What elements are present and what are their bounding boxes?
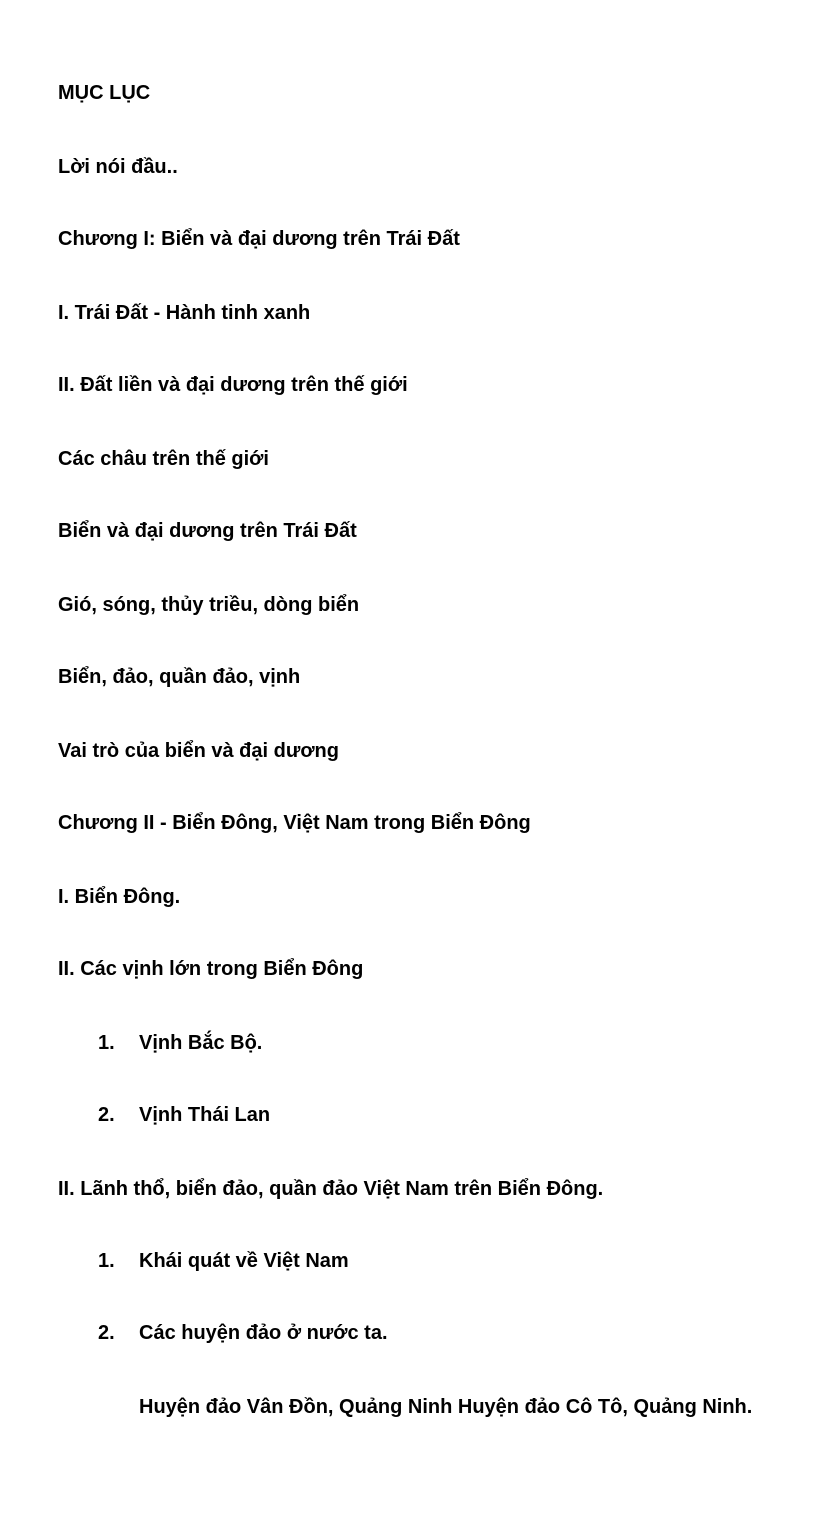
toc-entry: Gió, sóng, thủy triều, dòng biển bbox=[58, 594, 360, 616]
list-number: 1. bbox=[98, 1250, 115, 1272]
toc-entry: II. Lãnh thổ, biển đảo, quần đảo Việt Nam trên Biển Đông. bbox=[58, 1178, 604, 1200]
toc-entry: II. Các vịnh lớn trong Biển Đông bbox=[58, 958, 364, 980]
toc-entry: II. Đất liền và đại dương trên thế giới bbox=[58, 374, 408, 396]
toc-subentry-label: Vịnh Bắc Bộ. bbox=[139, 1032, 263, 1054]
toc-subentry bbox=[98, 1031, 262, 1055]
toc-entry: I. Trái Đất - Hành tinh xanh bbox=[58, 302, 311, 324]
toc-subentry bbox=[98, 1249, 349, 1273]
toc-title: MỤC LỤC bbox=[58, 82, 151, 104]
toc-entry: Chương I: Biển và đại dương trên Trái Đất bbox=[58, 228, 460, 250]
toc-entry: Vai trò của biển và đại dương bbox=[58, 740, 339, 762]
toc-subentry bbox=[98, 1321, 388, 1345]
toc-subentry-label: Vịnh Thái Lan bbox=[139, 1104, 271, 1126]
toc-subentry-label: Khái quát về Việt Nam bbox=[139, 1250, 349, 1272]
toc-entry: I. Biển Đông. bbox=[58, 886, 181, 908]
toc-subentry bbox=[98, 1103, 270, 1127]
toc-entry: Lời nói đầu.. bbox=[58, 156, 178, 178]
list-number: 2. bbox=[98, 1322, 115, 1344]
toc-subentry-detail: Huyện đảo Vân Đồn, Quảng Ninh Huyện đảo Cô Tô, Quảng Ninh. bbox=[139, 1396, 753, 1418]
toc-entry: Các châu trên thế giới bbox=[58, 448, 269, 470]
toc-subentry-label: Các huyện đảo ở nước ta. bbox=[139, 1322, 388, 1344]
list-number: 1. bbox=[98, 1032, 115, 1054]
toc-entry: Biển và đại dương trên Trái Đất bbox=[58, 520, 357, 542]
list-number: 2. bbox=[98, 1104, 115, 1126]
toc-entry: Biển, đảo, quần đảo, vịnh bbox=[58, 666, 301, 688]
toc-entry: Chương II - Biển Đông, Việt Nam trong Biển Đông bbox=[58, 812, 531, 834]
